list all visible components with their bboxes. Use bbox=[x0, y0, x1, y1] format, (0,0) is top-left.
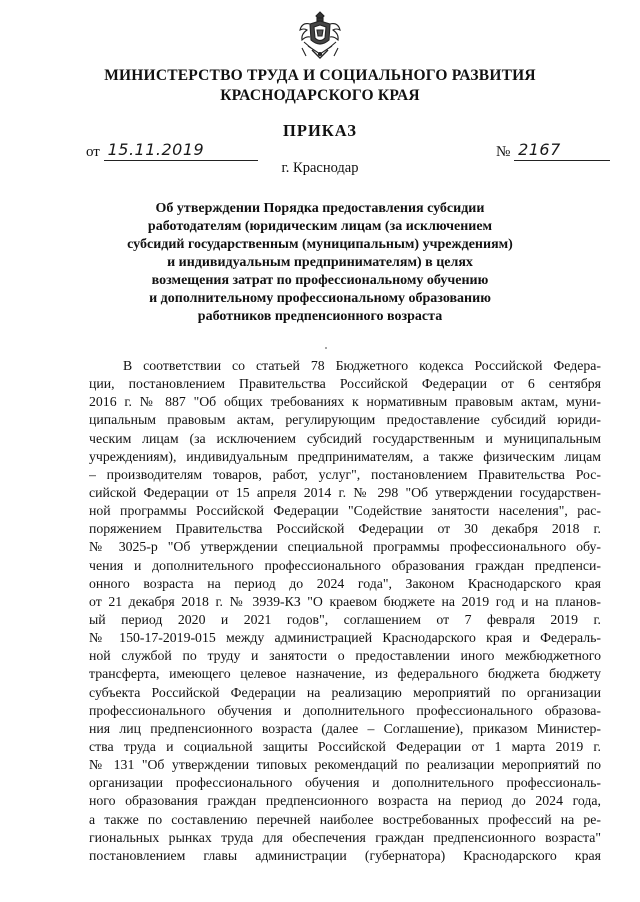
body-line: ции, постановлением Правительства Российской Федерации от 6 сентября bbox=[89, 376, 601, 392]
date-prefix-label: от bbox=[86, 144, 100, 160]
body-line: сийской Федерации от 15 апреля 2014 г. № 298 "Об утверждении государствен- bbox=[89, 484, 601, 500]
body-line: субъекта Российской Федерации на реализацию мероприятий по организации bbox=[89, 684, 601, 700]
body-line: гиональных рынках труда для обеспечения граждан предпенсионного возраста" bbox=[89, 829, 601, 845]
order-body-text bbox=[89, 357, 601, 865]
ministry-name-line2: КРАСНОДАРСКОГО КРАЯ bbox=[220, 87, 420, 104]
body-line: ства труда и социальной защиты Российской Федерации от 1 марта 2019 г. bbox=[89, 738, 601, 754]
order-date bbox=[86, 140, 258, 161]
body-line: ческим лицам (за исключением субсидий государственным и муниципальным bbox=[89, 430, 601, 446]
title-line: возмещения затрат по профессиональному обучению bbox=[151, 273, 489, 288]
body-line: организации профессионального обучения и дополнительного профессиональ- bbox=[89, 775, 601, 791]
body-line: № 131 "Об утверждении типовых рекомендаций по реализации мероприятий по bbox=[89, 757, 601, 773]
body-line: профессионального обучения и дополнительного профессионального образова- bbox=[89, 702, 601, 718]
order-title bbox=[100, 200, 540, 326]
body-line: – производителям товаров, работ, услуг", постановлением Правительства Рос- bbox=[89, 466, 601, 482]
body-line: В соответствии со статьей 78 Бюджетного кодекса Российской Федера- bbox=[123, 358, 601, 373]
body-line: № 150-17-2019-015 между администрацией Краснодарского края и Федераль- bbox=[89, 630, 601, 646]
body-line: трансферта, имеющего целевое назначение, из федерального бюджета бюджету bbox=[89, 666, 601, 682]
document-type-heading: ПРИКАЗ bbox=[283, 121, 357, 140]
body-line: поряжением Правительства Российской Федерации от 30 декабря 2018 г. bbox=[89, 521, 601, 537]
title-line: работников предпенсионного возраста bbox=[197, 309, 443, 324]
body-line: № 3025-р "Об утверждении специальной программы профессионального обу- bbox=[89, 539, 601, 555]
body-line: 2016 г. № 887 "Об общих требованиях к нормативным правовым актам, муни- bbox=[89, 394, 601, 410]
body-line: ной программы Российской Федерации "Содействие занятости населения", рас- bbox=[89, 503, 601, 519]
date-value: 15.11.2019 bbox=[104, 140, 258, 161]
title-line: и дополнительному профессиональному образованию bbox=[149, 291, 491, 306]
number-prefix-label: № bbox=[496, 144, 511, 160]
body-line: ципальным правовым актам, регулирующим предоставление субсидий юриди- bbox=[89, 412, 601, 428]
body-line: ной службой по труду и занятости о предоставлении иного межбюджетного bbox=[89, 648, 601, 664]
body-line: ного образования граждан предпенсионного возраста на период до 2024 года, bbox=[89, 793, 601, 809]
body-line: ый период 2020 и 2021 годов", соглашением от 7 февраля 2019 г. bbox=[89, 611, 601, 627]
city-label: г. Краснодар bbox=[281, 160, 359, 176]
title-line: Об утверждении Порядка предоставления субсидии bbox=[155, 201, 485, 216]
coat-of-arms-icon bbox=[296, 10, 344, 62]
title-line: субсидий государственным (муниципальным) учреждениям) bbox=[127, 237, 513, 252]
body-line: постановлением главы администрации (губернатора) Краснодарского края bbox=[89, 847, 601, 863]
body-line: а также по составлению перечней наиболее востребованных профессий на ре- bbox=[89, 811, 601, 827]
body-line: онного возраста на период до 2024 года", Законом Краснодарского края bbox=[89, 575, 601, 591]
body-line: учреждениям), индивидуальным предпринимателям, а также физическим лицам bbox=[89, 448, 601, 464]
body-line: ния лиц предпенсионного возраста (далее – Соглашение), приказом Министер- bbox=[89, 720, 601, 736]
body-line: чения и дополнительного профессионального образования граждан предпенси- bbox=[89, 557, 601, 573]
body-line: от 21 декабря 2018 г. № 3939-КЗ "О краевом бюджете на 2019 год и на планов- bbox=[89, 593, 601, 609]
scan-dot bbox=[325, 347, 327, 349]
title-line: работодателям (юридическим лицам (за исключением bbox=[147, 219, 493, 234]
number-value: 2167 bbox=[514, 140, 610, 161]
title-line: и индивидуальным предпринимателям) в целях bbox=[167, 255, 473, 270]
ministry-name-line1: МИНИСТЕРСТВО ТРУДА И СОЦИАЛЬНОГО РАЗВИТИЯ bbox=[104, 67, 536, 84]
order-number bbox=[496, 140, 610, 161]
